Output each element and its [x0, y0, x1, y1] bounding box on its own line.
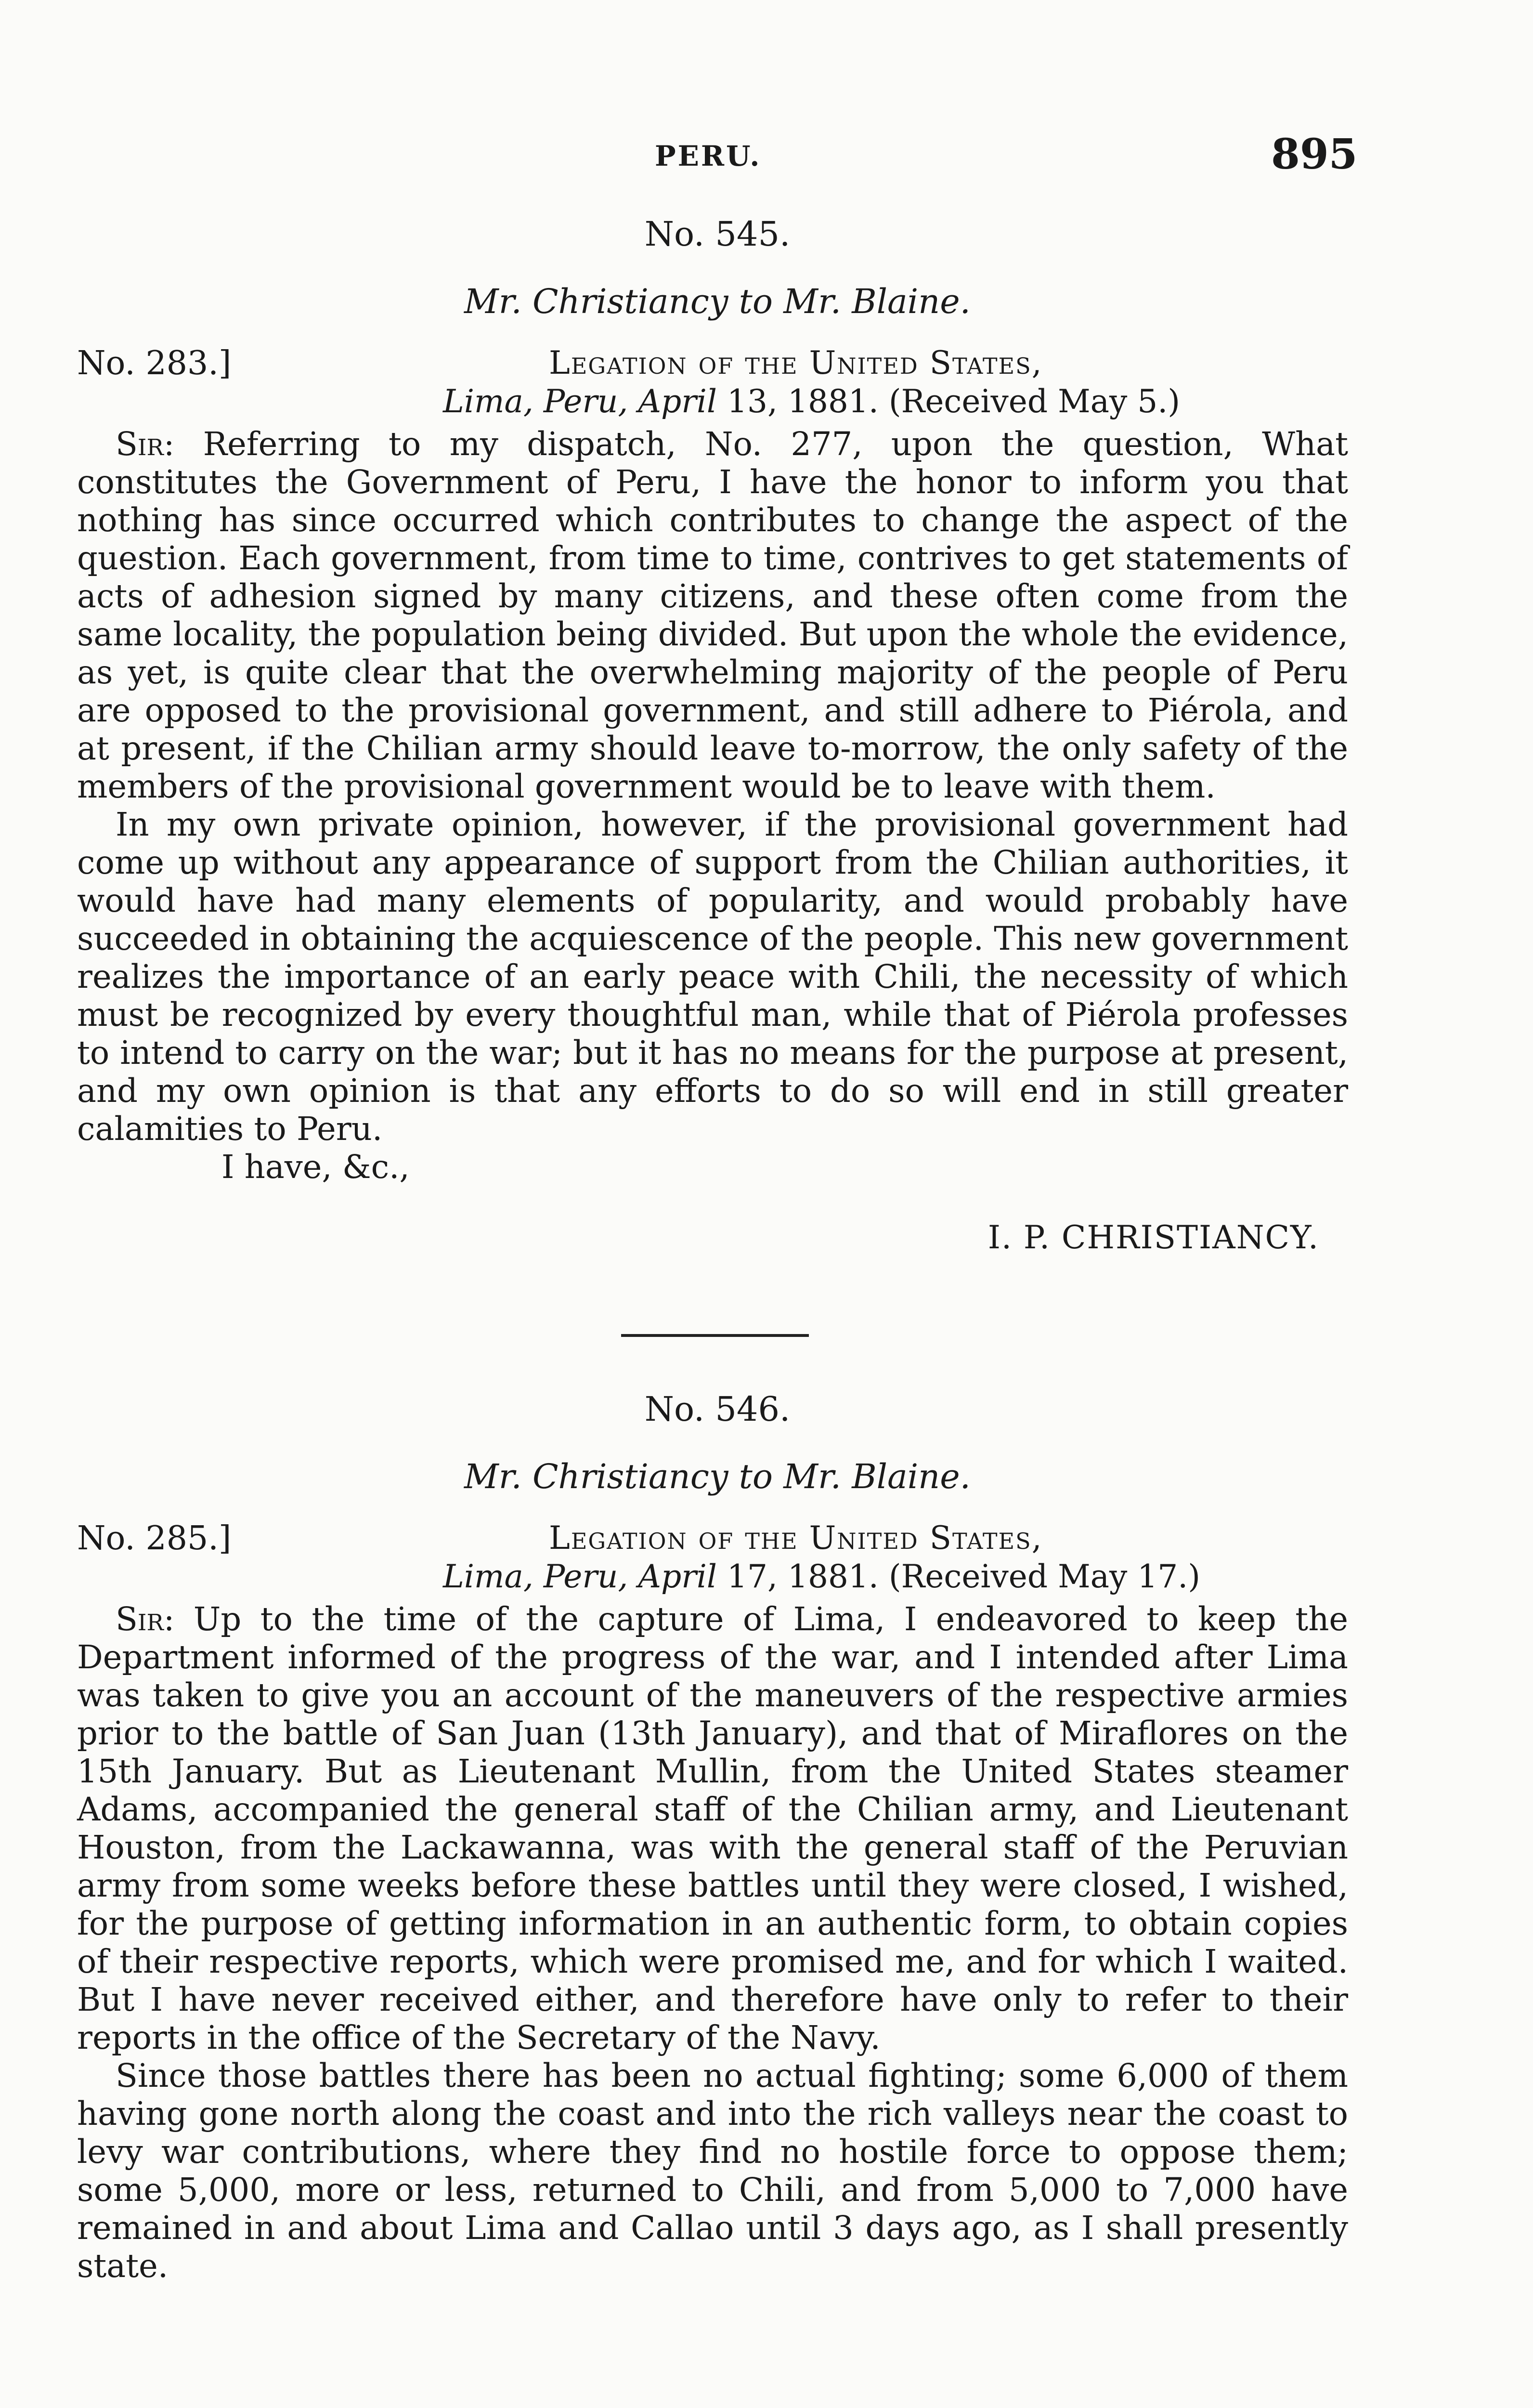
doc-subject: Mr. Christiancy to Mr. Blaine.	[464, 282, 971, 321]
running-head	[0, 130, 1533, 183]
despatch-number: No. 283.]	[77, 344, 232, 382]
letter-body	[77, 425, 1348, 1256]
section-divider	[621, 1334, 809, 1337]
salutation: Sir	[116, 425, 164, 463]
date-place: Lima, Peru, April	[443, 383, 717, 420]
letter-header	[77, 1519, 1348, 1601]
paragraph-text: : Up to the time of the capture of Lima, I endeavored to keep the Department informed of the progress of the war, and I intended after Lima was taken to give you an account of the maneuvers of the respective armies prior to the battle of San Juan (13th January), and that of Miraflores on the 15th January. But as Lieutenant Mullin, from the United States steamer Adams, accompanied the general staff of the Chilian army, and Lieutenant Houston, from the Lackawanna, was with the general staff of the Peruvian army from some weeks before these battles until they were closed, I wished, for the purpose of getting information in an authentic form, to obtain copies of their respective reports, which were promised me, and for which I waited. But I have never received either, and therefore have only to refer to their reports in the office of the Secretary of the Navy.	[77, 1600, 1348, 2056]
doc-subject: Mr. Christiancy to Mr. Blaine.	[464, 1457, 971, 1496]
letter-header	[77, 344, 1348, 426]
date-rest: 13, 1881. (Received May 5.)	[717, 383, 1180, 420]
date-rest: 17, 1881. (Received May 17.)	[717, 1558, 1200, 1595]
letter-body	[77, 1600, 1348, 2285]
date-line	[443, 383, 1180, 420]
date-place: Lima, Peru, April	[443, 1558, 717, 1595]
legation-line: Legation of the United States,	[549, 1519, 1043, 1557]
paragraph-text: : Referring to my dispatch, No. 277, upon the question, What constitutes the Government of Peru, I have the honor to inform you that nothing has since occurred which contributes to change the aspect of the question. Each government, from time to time, contrives to get statements of acts of adhesion signed by many citizens, and these often come from the same locality, the population being divided. But upon the whole the evidence, as yet, is quite clear that the overwhelming majority of the people of Peru are opposed to the provisional government, and still adhere to Piérola, and at present, if the Chilian army should leave to-morrow, the only safety of the members of the provisional government would be to leave with them.	[77, 425, 1348, 805]
signature: I. P. CHRISTIANCY.	[987, 1219, 1319, 1256]
salutation: Sir	[116, 1600, 164, 1638]
date-line	[443, 1558, 1200, 1595]
closing: I have, &c.,	[221, 1148, 410, 1186]
letter-546	[77, 1389, 1348, 2285]
running-title: PERU.	[655, 140, 762, 172]
paragraph: In my own private opinion, however, if the provisional government had come up without any appearance of support from the Chilian authorities, it would have had many elements of popularity, and would probably have succeeded in obtaining the acquiescence of the people. This new government realizes the importance of an early peace with Chili, the necessity of which must be recognized by every thoughtful man, while that of Piérola professes to intend to carry on the war; but it has no means for the purpose at present, and my own opinion is that any efforts to do so will end in still greater calamities to Peru.	[77, 806, 1348, 1148]
paragraph	[77, 1600, 1348, 2057]
letter-545	[77, 214, 1348, 1288]
paragraph	[77, 425, 1348, 806]
paragraph: Since those battles there has been no actual fighting; some 6,000 of them having gone north along the coast and into the rich valleys near the coast to levy war contributions, where they find no hostile force to oppose them; some 5,000, more or less, returned to Chili, and from 5,000 to 7,000 have remained in and about Lima and Callao until 3 days ago, as I shall presently state.	[77, 2057, 1348, 2285]
legation-line: Legation of the United States,	[549, 344, 1043, 381]
doc-number: No. 545.	[644, 214, 791, 254]
doc-number: No. 546.	[644, 1389, 791, 1429]
despatch-number: No. 285.]	[77, 1519, 232, 1557]
page-number: 895	[1271, 130, 1358, 179]
